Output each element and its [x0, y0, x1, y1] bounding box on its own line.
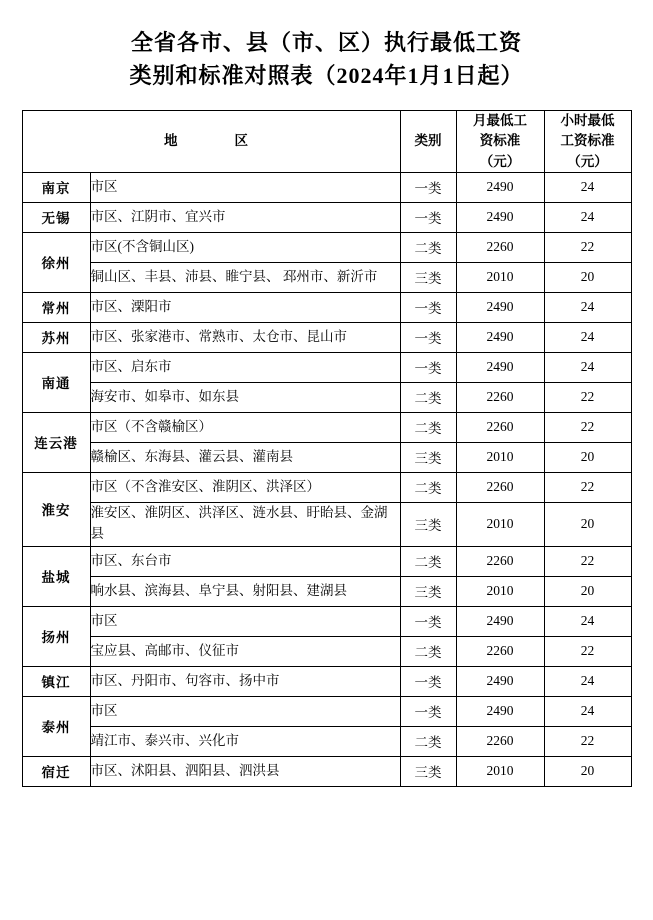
area-cell: 靖江市、泰兴市、兴化市 [90, 726, 400, 756]
category-cell: 一类 [400, 172, 456, 202]
table-row [22, 382, 631, 412]
header-monthly-line3: （元） [479, 153, 521, 169]
hourly-wage-cell: 20 [544, 756, 631, 786]
area-cell: 市区、沭阳县、泗阳县、泗洪县 [90, 756, 400, 786]
header-region: 地 区 [22, 111, 400, 173]
table-row [22, 322, 631, 352]
city-cell: 淮安 [22, 472, 90, 546]
area-cell: 市区、溧阳市 [90, 292, 400, 322]
category-cell: 二类 [400, 412, 456, 442]
header-hourly [544, 111, 631, 173]
category-cell: 二类 [400, 472, 456, 502]
table-row [22, 412, 631, 442]
area-cell: 市区（不含赣榆区） [90, 412, 400, 442]
category-cell: 二类 [400, 382, 456, 412]
area-cell: 淮安区、淮阴区、洪泽区、涟水县、盱眙县、金湖县 [90, 502, 400, 546]
table-header [22, 111, 631, 173]
hourly-wage-cell: 22 [544, 546, 631, 576]
city-cell: 宿迁 [22, 756, 90, 786]
table-row [22, 352, 631, 382]
category-cell: 二类 [400, 636, 456, 666]
monthly-wage-cell: 2490 [456, 172, 544, 202]
area-cell: 市区 [90, 606, 400, 636]
header-monthly-line1: 月最低工 [473, 113, 527, 128]
city-cell: 盐城 [22, 546, 90, 606]
table-row [22, 292, 631, 322]
minimum-wage-table [22, 110, 632, 787]
header-hourly-line2: 工资标准 [560, 133, 615, 149]
area-cell: 市区、江阴市、宜兴市 [90, 202, 400, 232]
category-cell: 三类 [400, 442, 456, 472]
city-cell: 连云港 [22, 412, 90, 472]
monthly-wage-cell: 2260 [456, 546, 544, 576]
monthly-wage-cell: 2490 [456, 202, 544, 232]
hourly-wage-cell: 20 [544, 576, 631, 606]
city-cell: 南京 [22, 172, 90, 202]
city-cell: 徐州 [22, 232, 90, 292]
city-cell: 泰州 [22, 696, 90, 756]
header-category: 类别 [400, 111, 456, 173]
hourly-wage-cell: 22 [544, 232, 631, 262]
category-cell: 三类 [400, 262, 456, 292]
category-cell: 一类 [400, 696, 456, 726]
area-cell: 宝应县、高邮市、仪征市 [90, 636, 400, 666]
monthly-wage-cell: 2490 [456, 696, 544, 726]
category-cell: 一类 [400, 352, 456, 382]
hourly-wage-cell: 22 [544, 726, 631, 756]
table-row [22, 726, 631, 756]
monthly-wage-cell: 2260 [456, 232, 544, 262]
table-row [22, 262, 631, 292]
monthly-wage-cell: 2260 [456, 472, 544, 502]
hourly-wage-cell: 20 [544, 262, 631, 292]
category-cell: 二类 [400, 546, 456, 576]
city-cell: 无锡 [22, 202, 90, 232]
page-title [0, 0, 653, 106]
monthly-wage-cell: 2490 [456, 292, 544, 322]
hourly-wage-cell: 24 [544, 606, 631, 636]
table-row [22, 666, 631, 696]
hourly-wage-cell: 24 [544, 202, 631, 232]
monthly-wage-cell: 2010 [456, 442, 544, 472]
area-cell: 市区、启东市 [90, 352, 400, 382]
table-row [22, 202, 631, 232]
monthly-wage-cell: 2260 [456, 726, 544, 756]
hourly-wage-cell: 24 [544, 172, 631, 202]
city-cell: 南通 [22, 352, 90, 412]
monthly-wage-cell: 2010 [456, 756, 544, 786]
table-row [22, 576, 631, 606]
category-cell: 三类 [400, 756, 456, 786]
hourly-wage-cell: 22 [544, 382, 631, 412]
table-row [22, 546, 631, 576]
category-cell: 一类 [400, 606, 456, 636]
monthly-wage-cell: 2010 [456, 576, 544, 606]
city-cell: 常州 [22, 292, 90, 322]
city-cell: 扬州 [22, 606, 90, 666]
category-cell: 三类 [400, 502, 456, 546]
monthly-wage-cell: 2490 [456, 606, 544, 636]
monthly-wage-cell: 2490 [456, 666, 544, 696]
monthly-wage-cell: 2010 [456, 502, 544, 546]
table-row [22, 442, 631, 472]
table-row [22, 472, 631, 502]
table-row [22, 232, 631, 262]
table-body [22, 172, 631, 786]
header-monthly [456, 111, 544, 173]
table-row [22, 636, 631, 666]
hourly-wage-cell: 24 [544, 352, 631, 382]
category-cell: 二类 [400, 726, 456, 756]
table-row [22, 696, 631, 726]
title-line-2: 类别和标准对照表（2024年1月1日起） [129, 63, 524, 88]
area-cell: 铜山区、丰县、沛县、睢宁县、 邳州市、新沂市 [90, 262, 400, 292]
header-hourly-line1: 小时最低 [560, 113, 615, 128]
area-cell: 市区、东台市 [90, 546, 400, 576]
category-cell: 一类 [400, 322, 456, 352]
category-cell: 一类 [400, 292, 456, 322]
area-cell: 市区（不含淮安区、淮阴区、洪泽区） [90, 472, 400, 502]
hourly-wage-cell: 22 [544, 472, 631, 502]
hourly-wage-cell: 22 [544, 636, 631, 666]
hourly-wage-cell: 22 [544, 412, 631, 442]
category-cell: 一类 [400, 202, 456, 232]
city-cell: 苏州 [22, 322, 90, 352]
table-row [22, 606, 631, 636]
hourly-wage-cell: 20 [544, 502, 631, 546]
monthly-wage-cell: 2490 [456, 322, 544, 352]
area-cell: 市区、张家港市、常熟市、太仓市、昆山市 [90, 322, 400, 352]
hourly-wage-cell: 24 [544, 666, 631, 696]
area-cell: 海安市、如皋市、如东县 [90, 382, 400, 412]
monthly-wage-cell: 2260 [456, 412, 544, 442]
area-cell: 市区(不含铜山区) [90, 232, 400, 262]
hourly-wage-cell: 24 [544, 322, 631, 352]
monthly-wage-cell: 2010 [456, 262, 544, 292]
table-row [22, 172, 631, 202]
title-line-1: 全省各市、县（市、区）执行最低工资 [130, 30, 522, 55]
table-row [22, 756, 631, 786]
category-cell: 三类 [400, 576, 456, 606]
area-cell: 响水县、滨海县、阜宁县、射阳县、建湖县 [90, 576, 400, 606]
area-cell: 市区 [90, 172, 400, 202]
hourly-wage-cell: 24 [544, 696, 631, 726]
area-cell: 赣榆区、东海县、灌云县、灌南县 [90, 442, 400, 472]
header-monthly-line2: 资标准 [479, 133, 521, 149]
header-hourly-line3: （元） [567, 153, 608, 169]
monthly-wage-cell: 2260 [456, 636, 544, 666]
area-cell: 市区 [90, 696, 400, 726]
hourly-wage-cell: 24 [544, 292, 631, 322]
city-cell: 镇江 [22, 666, 90, 696]
monthly-wage-cell: 2490 [456, 352, 544, 382]
table-row [22, 502, 631, 546]
monthly-wage-cell: 2260 [456, 382, 544, 412]
area-cell: 市区、丹阳市、句容市、扬中市 [90, 666, 400, 696]
category-cell: 二类 [400, 232, 456, 262]
category-cell: 一类 [400, 666, 456, 696]
hourly-wage-cell: 20 [544, 442, 631, 472]
